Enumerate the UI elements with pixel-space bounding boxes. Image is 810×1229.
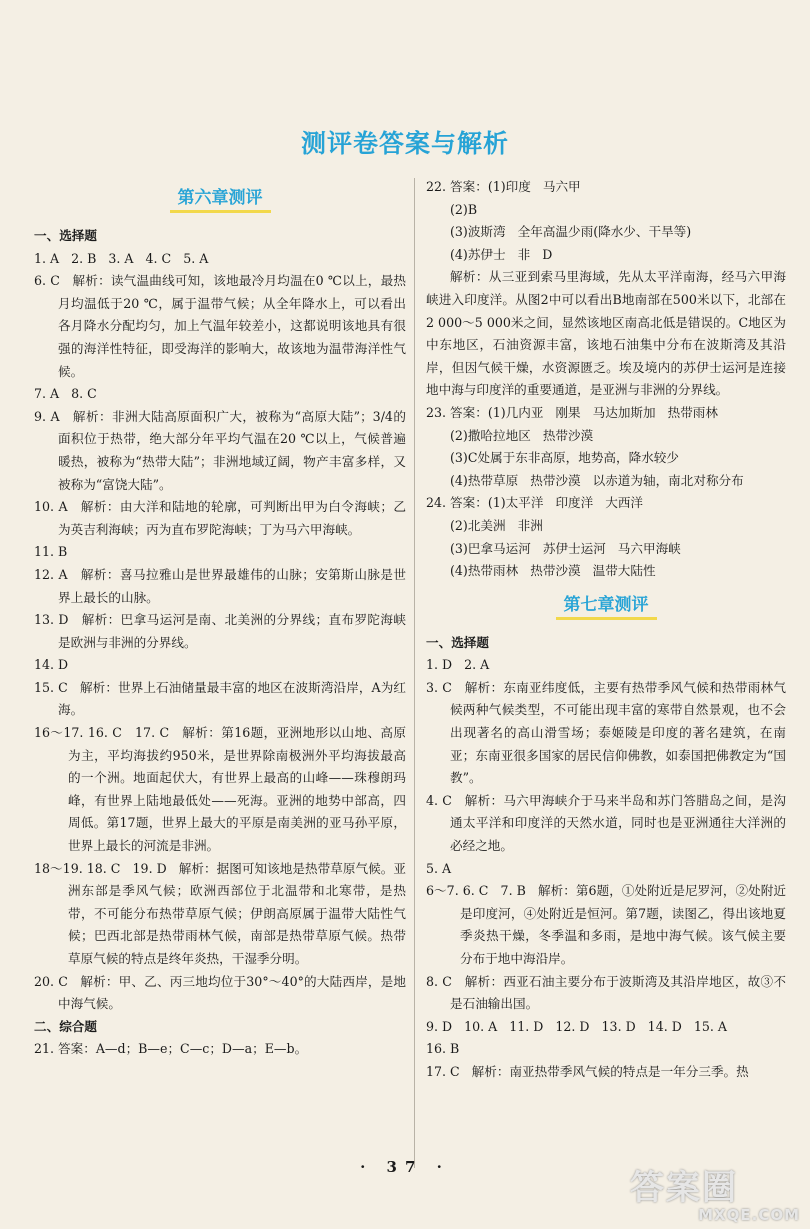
section-heading-choice: 一、选择题 <box>426 634 489 650</box>
section-heading-comprehensive: 二、综合题 <box>34 1018 97 1034</box>
answer-sub-line: (3)巴拿马运河 苏伊士运河 马六甲海峡 <box>450 540 681 556</box>
chapter-heading-6-text: 第六章测评 <box>170 186 271 213</box>
answer-item-23-head: 23. 答案：(1)几内亚 刚果 马达加斯加 热带雨林 <box>426 404 718 420</box>
answer-item: 1. D 2. A <box>426 657 490 673</box>
answer-item: 17. C 解析：南亚热带季风气候的特点是一年分三季。热 <box>426 1063 749 1079</box>
answer-item: 8. C 解析：西亚石油主要分布于波斯湾及其沿岸地区，故③不是石油输出国。 <box>426 973 786 1012</box>
answer-sub-line: (2)撒哈拉地区 热带沙漠 <box>450 427 594 443</box>
answer-item: 16～17. 16. C 17. C 解析：第16题，亚洲地形以山地、高原为主，平均海拔约950米，是世界除南极洲外平均海拔最高的一个洲。地面起伏大，有世界上最高的山峰——珠穆朗玛峰，有世界上陆地最低处——死海。亚洲的地势中部高，四周低。第17题，世界上最大的平原是南美洲的亚马孙平原，世界上最长的河流是非洲。 <box>34 725 406 854</box>
answer-item: 9. D 10. A 11. D 12. D 13. D 14. D 15. A <box>426 1018 727 1034</box>
section-heading-choice: 一、选择题 <box>34 228 97 243</box>
answer-item: 15. C 解析：世界上石油储量最丰富的地区在波斯湾沿岸，A为红海。 <box>34 679 406 718</box>
answer-sub-line: (4)热带雨林 热带沙漠 温带大陆性 <box>450 563 656 579</box>
answer-item: 1. A 2. B 3. A 4. C 5. A <box>34 250 209 266</box>
site-watermark <box>630 1168 804 1224</box>
answer-item: 14. D <box>34 657 69 673</box>
page-number: · 37 · <box>360 1158 450 1176</box>
answer-sub-line: (2)北美洲 非洲 <box>450 517 543 533</box>
answer-item: 6～7. 6. C 7. B 解析：第6题，①处附近是尼罗河，②处附近是印度河，④处附近是恒河。第7题，读图乙，得出该地夏季炎热干燥，冬季温和多雨，是地中海气候。该气候主要分布于地中海沿岸。 <box>426 883 786 966</box>
right-column <box>426 176 786 1084</box>
answer-sub-line: (4)热带草原 热带沙漠 以赤道为轴，南北对称分布 <box>450 472 744 488</box>
answer-item: 10. A 解析：由大洋和陆地的轮廓，可判断出甲为白令海峡；乙为英吉利海峡；丙为直布罗陀海峡；丁为马六甲海峡。 <box>34 499 406 537</box>
answer-sub-line: (4)苏伊士 非 D <box>450 246 553 262</box>
answer-item: 20. C 解析：甲、乙、丙三地均位于30°～40°的大陆西岸，是地中海气候。 <box>34 973 406 1012</box>
answer-item: 13. D 解析：巴拿马运河是南、北美洲的分界线；直布罗陀海峡是欧洲与非洲的分界线。 <box>34 612 406 650</box>
answer-item-24-head: 24. 答案：(1)太平洋 印度洋 大西洋 <box>426 495 644 511</box>
answer-analysis-22: 解析：从三亚到索马里海域，先从太平洋南海，经马六甲海峡进入印度洋。从图2中可以看出B地南部在500米以下，北部在2 000～5 000米之间，显然该地区南高北低是错误的。C地区为中东地区，石油资源丰富，该地石油集中分布在波斯湾及其沿岸，但因气候干燥，水资源匮乏。埃及境内的苏伊士运河是连接地中海与印度洋的重要通道，是亚洲与非洲的分界线。 <box>426 269 786 398</box>
answer-item: 18～19. 18. C 19. D 解析：据图可知该地是热带草原气候。亚洲东部是季风气候；欧洲西部位于北温带和北寒带，是热带，不可能分布热带草原气候；伊朗高原属于温带大陆性气候；巴西北部是热带雨林气候，南部是热带草原气候。热带草原气候的特点是终年炎热，干湿季分明。 <box>34 860 406 966</box>
chapter-heading-7-text: 第七章测评 <box>556 593 657 620</box>
answer-item: 16. B <box>426 1041 460 1057</box>
left-column <box>34 176 406 1061</box>
answer-item: 21. 答案：A—d；B—e；C—c；D—a；E—b。 <box>34 1041 308 1057</box>
column-divider <box>414 178 415 1168</box>
watermark-main: 答案圈 <box>630 1168 738 1208</box>
answer-item: 3. C 解析：东南亚纬度低，主要有热带季风气候和热带雨林气候两种气候类型，不可能出现丰富的寒带自然景观，也不会出现著名的高山滑雪场；泰姬陵是印度的著名建筑，在南亚；东南亚很多国家的居民信仰佛教，如泰国把佛教定为“国教”。 <box>426 679 786 786</box>
answer-sub-line: (3)C处属于东非高原，地势高，降水较少 <box>450 450 679 466</box>
answer-item: 9. A 解析：非洲大陆高原面积广大，被称为“高原大陆”；3/4的面积位于热带，绝大部分年平均气温在20 ℃以上，气候普遍暖热，被称为“热带大陆”；非洲地域辽阔，物产丰富多样，又被称为“富饶大陆”。 <box>34 408 406 492</box>
answer-item: 12. A 解析：喜马拉雅山是世界最雄伟的山脉；安第斯山脉是世界上最长的山脉。 <box>34 566 406 605</box>
chapter-heading-7 <box>426 593 786 620</box>
answer-item: 7. A 8. C <box>34 386 97 402</box>
answer-item: 5. A <box>426 860 452 876</box>
answer-item-22-head: 22. 答案：(1)印度 马六甲 <box>426 179 581 194</box>
watermark-sub: MXQE.COM <box>698 1206 800 1224</box>
answer-item: 4. C 解析：马六甲海峡介于马来半岛和苏门答腊岛之间，是沟通太平洋和印度洋的天然水道，同时也是亚洲通往大洋洲的必经之地。 <box>426 792 786 854</box>
answer-item: 6. C 解析：读气温曲线可知，该地最冷月均温在0 ℃以上，最热月均温低于20 ℃，属于温带气候；从全年降水上，可以看出各月降水分配均匀，加上气温年较差小，这都说明该地具有很强的海洋性特征，即受海洋的影响大，故该地为温带海洋性气候。 <box>34 273 406 379</box>
answer-item: 11. B <box>34 544 68 560</box>
answer-sub-line: (3)波斯湾 全年高温少雨(降水少、干旱等) <box>450 224 692 240</box>
answer-sub-line: (2)B <box>450 201 478 217</box>
page-title: 测评卷答案与解析 <box>300 129 509 158</box>
chapter-heading-6 <box>34 186 406 213</box>
